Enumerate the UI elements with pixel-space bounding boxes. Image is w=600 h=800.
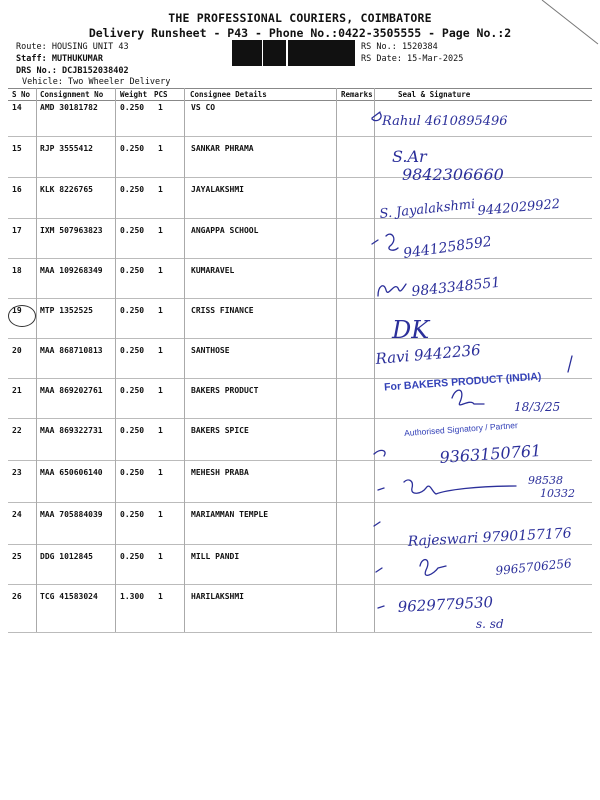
row-consignee: CRISS FINANCE <box>191 306 254 315</box>
row-pcs: 1 <box>158 306 163 315</box>
vehicle-text: Vehicle: Two Wheeler Delivery <box>22 77 171 87</box>
header-consignee: Consignee Details <box>190 90 267 99</box>
table-header-rule <box>8 100 592 101</box>
barcode-bar <box>261 40 262 66</box>
barcode-bar <box>308 40 310 66</box>
row-divider <box>8 218 592 219</box>
barcode-bar <box>288 40 291 66</box>
signature-row-20: Ravi 9442236 <box>374 340 482 368</box>
barcode-bar <box>242 40 245 66</box>
row-consignment-no: MAA 869202761 <box>40 386 103 395</box>
row-consignee: BAKERS PRODUCT <box>191 386 259 395</box>
barcode-bar <box>346 40 347 66</box>
row-weight: 0.250 <box>120 426 145 435</box>
barcode-bar <box>275 40 278 66</box>
row-sno: 14 <box>12 103 22 112</box>
signature-row-21-date: 18/3/25 <box>514 400 561 414</box>
row-sno: 18 <box>12 266 22 275</box>
row-consignment-no: MAA 109268349 <box>40 266 103 275</box>
row-sno: 25 <box>12 552 22 561</box>
barcode-bar <box>322 40 325 66</box>
row-divider <box>8 460 592 461</box>
barcode-image <box>231 40 355 66</box>
barcode-bar <box>245 40 248 66</box>
row-weight: 0.250 <box>120 468 145 477</box>
row-pcs: 1 <box>158 226 163 235</box>
barcode-bar <box>336 40 337 66</box>
signature-scribble <box>372 234 398 250</box>
row-consignee: SANTHOSE <box>191 346 230 355</box>
signature-row-14: Rahul 4610895496 <box>382 114 508 129</box>
row-sno: 26 <box>12 592 22 601</box>
column-divider <box>184 88 185 632</box>
signature-row-17: 9441258592 <box>402 233 493 262</box>
barcode-bar <box>279 40 280 66</box>
barcode-bar <box>292 40 295 66</box>
barcode-bar <box>273 40 275 66</box>
barcode-bar <box>256 40 257 66</box>
circle-mark-row-19 <box>8 305 36 327</box>
row-pcs: 1 <box>158 144 163 153</box>
row-consignment-no: MAA 705884039 <box>40 510 103 519</box>
barcode-bar <box>233 40 235 66</box>
barcode-bar <box>313 40 314 66</box>
barcode-bar <box>314 40 315 66</box>
row-divider <box>8 338 592 339</box>
barcode-bar <box>315 40 317 66</box>
row-consignee: MARIAMMAN TEMPLE <box>191 510 269 519</box>
row-sno: 16 <box>12 185 22 194</box>
row-pcs: 1 <box>158 592 163 601</box>
row-consignment-no: AMD 30181782 <box>40 103 98 112</box>
row-consignee: ANGAPPA SCHOOL <box>191 226 259 235</box>
row-consignment-no: MAA 868710813 <box>40 346 103 355</box>
barcode-bar <box>263 40 265 66</box>
barcode-bar <box>236 40 239 66</box>
row-sno: 22 <box>12 426 22 435</box>
signature-row-15-name: S.Ar <box>392 147 427 166</box>
runsheet-subtitle: Delivery Runsheet - P43 - Phone No.:0422-3505555 - Page No.:2 <box>88 26 512 40</box>
row-divider <box>8 544 592 545</box>
row-sno: 21 <box>12 386 22 395</box>
row-sno: 23 <box>12 468 22 477</box>
column-divider <box>36 88 37 632</box>
barcode-bar <box>330 40 332 66</box>
barcode-bar <box>248 40 249 66</box>
barcode-bar <box>281 40 283 66</box>
row-pcs: 1 <box>158 426 163 435</box>
row-weight: 0.250 <box>120 185 145 194</box>
barcode-bar <box>252 40 255 66</box>
row-pcs: 1 <box>158 386 163 395</box>
row-weight: 0.250 <box>120 306 145 315</box>
header-signature: Seal & Signature <box>398 90 471 99</box>
route-text: Route: HOUSING UNIT 43 <box>16 42 129 52</box>
signature-scribble <box>378 480 516 494</box>
barcode-bar <box>334 40 336 66</box>
row-weight: 0.250 <box>120 103 145 112</box>
column-divider <box>115 88 116 632</box>
signature-row-25: 9965706256 <box>494 556 573 578</box>
signature-row-16-name: S. Jayalakshmi <box>378 197 476 222</box>
row-consignee: HARILAKSHMI <box>191 592 244 601</box>
signature-scribble <box>378 284 406 296</box>
barcode-bar <box>337 40 338 66</box>
barcode-bar <box>347 40 349 66</box>
header-pcs: PCS <box>154 90 168 99</box>
row-weight: 1.300 <box>120 592 145 601</box>
barcode-bar <box>266 40 268 66</box>
row-divider <box>8 584 592 585</box>
header-sno: S No <box>12 90 31 99</box>
rs-number: RS No.: 1520384 <box>361 42 438 52</box>
row-consignee: MILL PANDI <box>191 552 240 561</box>
barcode-bar <box>318 40 321 66</box>
row-weight: 0.250 <box>120 346 145 355</box>
row-weight: 0.250 <box>120 266 145 275</box>
barcode-bar <box>271 40 273 66</box>
column-divider <box>336 88 337 632</box>
signature-row-15-phone: 9842306660 <box>402 165 504 184</box>
table-top-rule <box>8 88 592 89</box>
row-consignment-no: MAA 869322731 <box>40 426 103 435</box>
row-consignment-no: MAA 650606140 <box>40 468 103 477</box>
row-sno: 20 <box>12 346 22 355</box>
row-consignee: SANKAR PHRAMA <box>191 144 254 153</box>
barcode-bar <box>268 40 271 66</box>
barcode-bar <box>235 40 236 66</box>
barcode-bar <box>239 40 242 66</box>
barcode-bar <box>341 40 343 66</box>
row-weight: 0.250 <box>120 510 145 519</box>
signature-stroke <box>378 606 384 608</box>
row-weight: 0.250 <box>120 386 145 395</box>
signature-row-23-a: 98538 <box>528 474 563 487</box>
row-weight: 0.250 <box>120 144 145 153</box>
barcode-bar <box>339 40 341 66</box>
row-consignment-no: KLK 8226765 <box>40 185 93 194</box>
barcode-bar <box>328 40 329 66</box>
row-pcs: 1 <box>158 468 163 477</box>
row-pcs: 1 <box>158 103 163 112</box>
header-consignment: Consignment No <box>40 90 104 99</box>
signature-row-26-initials: s. sd <box>476 617 504 631</box>
row-pcs: 1 <box>158 266 163 275</box>
barcode-bar <box>295 40 297 66</box>
staff-text: Staff: MUTHUKUMAR <box>16 54 103 64</box>
signature-row-22: 9363150761 <box>438 440 542 467</box>
row-sno: 15 <box>12 144 22 153</box>
barcode-bar <box>349 40 352 66</box>
barcode-bar <box>232 40 233 66</box>
row-consignment-no: MTP 1352525 <box>40 306 93 315</box>
row-consignee: JAYALAKSHMI <box>191 185 244 194</box>
row-divider <box>8 298 592 299</box>
barcode-bar <box>343 40 346 66</box>
signature-row-19: DK <box>392 316 430 344</box>
row-consignee: MEHESH PRABA <box>191 468 249 477</box>
row-consignment-no: TCG 41583024 <box>40 592 98 601</box>
drs-number: DRS No.: DCJB152038402 <box>16 66 129 76</box>
header-weight: Weight <box>120 90 148 99</box>
signature-row-24: Rajeswari 9790157176 <box>407 525 573 550</box>
row-sno: 19 <box>12 306 22 315</box>
row-sno: 24 <box>12 510 22 519</box>
barcode-bar <box>303 40 306 66</box>
header-remarks: Remarks <box>341 90 373 99</box>
barcode-bar <box>325 40 328 66</box>
barcode-bar <box>280 40 281 66</box>
row-consignee: KUMARAVEL <box>191 266 235 275</box>
barcode-bar <box>310 40 313 66</box>
signature-scribble <box>452 390 484 405</box>
signature-scribble <box>376 560 446 576</box>
barcode-bar <box>306 40 308 66</box>
row-sno: 17 <box>12 226 22 235</box>
barcode-bar <box>257 40 259 66</box>
barcode-bar <box>278 40 279 66</box>
row-divider <box>8 136 592 137</box>
barcode-bar <box>300 40 303 66</box>
row-divider <box>8 258 592 259</box>
barcode-bar <box>297 40 300 66</box>
row-divider <box>8 418 592 419</box>
row-consignee: BAKERS SPICE <box>191 426 249 435</box>
stamp-company-name: For BAKERS PRODUCT (INDIA) <box>383 370 542 394</box>
signature-row-26-phone: 9629779530 <box>397 593 494 616</box>
stamp-signatory: Authorised Signatory / Partner <box>403 420 519 438</box>
barcode-bar <box>284 40 286 66</box>
row-weight: 0.250 <box>120 552 145 561</box>
row-divider <box>8 502 592 503</box>
barcode-bar <box>332 40 334 66</box>
barcode-bar <box>291 40 292 66</box>
signature-row-18: 9843348551 <box>410 274 502 300</box>
row-consignment-no: IXM 507963823 <box>40 226 103 235</box>
barcode-bar <box>283 40 284 66</box>
table-bottom-rule <box>8 632 592 633</box>
signature-row-23-b: 10332 <box>540 487 575 500</box>
barcode-bar <box>329 40 330 66</box>
barcode-bar <box>255 40 256 66</box>
company-title: THE PROFESSIONAL COURIERS, COIMBATORE <box>168 11 432 25</box>
barcode-bar <box>249 40 252 66</box>
signature-row-16-phone: 9442029922 <box>477 196 561 219</box>
barcode-bar <box>321 40 322 66</box>
row-pcs: 1 <box>158 346 163 355</box>
row-consignee: VS CO <box>191 103 216 112</box>
barcode-bar <box>259 40 261 66</box>
barcode-bar <box>338 40 339 66</box>
barcode-bar <box>265 40 266 66</box>
row-weight: 0.250 <box>120 226 145 235</box>
row-divider <box>8 177 592 178</box>
row-pcs: 1 <box>158 510 163 519</box>
signature-stroke <box>374 450 385 456</box>
column-divider <box>374 88 375 632</box>
row-pcs: 1 <box>158 552 163 561</box>
signature-stroke <box>568 356 572 372</box>
row-consignment-no: DDG 1012845 <box>40 552 93 561</box>
barcode-bar <box>352 40 355 66</box>
page-fold-mark <box>540 0 600 50</box>
barcode-bar <box>317 40 318 66</box>
rs-date: RS Date: 15-Mar-2025 <box>361 54 464 64</box>
row-pcs: 1 <box>158 185 163 194</box>
row-consignment-no: RJP 3555412 <box>40 144 93 153</box>
